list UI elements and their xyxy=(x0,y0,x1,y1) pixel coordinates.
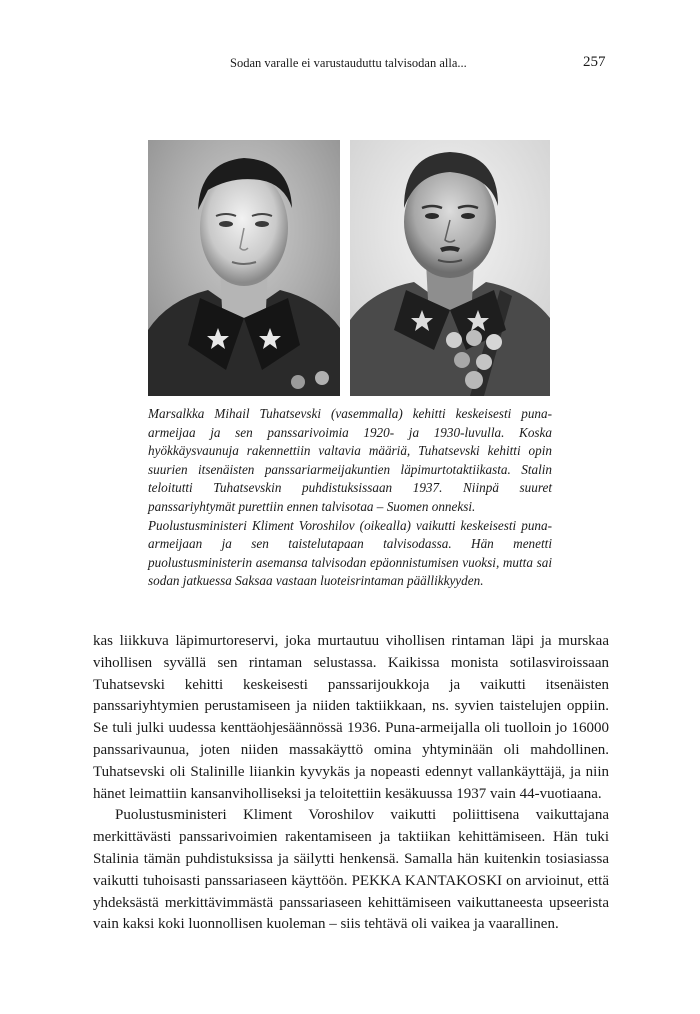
portrait-illustration-right xyxy=(350,140,550,396)
caption-paragraph-tuhatsevski: Marsalkka Mihail Tuhatsevski (vasemmalla) kehitti keskeisesti puna-armeijaa ja sen panssarivoimia 1920- ja 1930-luvulla. Koska hyökkäysvaunuja rakennettiin valtavia määriä, Tuhatsevski kehitti opin suurien itsenäisten panssariarmeijakuntien läpimurtotaktiikasta. Stalin teloitutti Tuhatsevskin puhdistuksissaan 1937. Niinpä suuret panssariyhtymät purettiin ennen talvisotaa – Suomen onneksi. xyxy=(148,406,552,514)
body-text xyxy=(93,631,609,936)
running-title: Sodan varalle ei varustauduttu talvisodan alla... xyxy=(230,56,467,70)
page-number: 257 xyxy=(583,54,606,70)
portrait-photo-voroshilov xyxy=(350,140,550,396)
portrait-illustration-left xyxy=(148,140,340,396)
body-paragraph-2: Puolustusministeri Kliment Voroshilov vaikutti poliittisena vaikuttajana merkittävästi panssarivoimien rakentamiseen ja taktiikan kehittämiseen. Hän tuki Stalinia tämän puhdistuksissa ja säilytti henkensä. Samalla hän kuitenkin tosiasiassa vaikutti tuhoisasti panssariaseen käyttöön. PEKKA KANTAKOSKI on arvioinut, että yhdeksästä merkittävimmästä panssariaseen kehittämiseen vaikuttaneesta upseerista vain kaksi koki luonnollisen kuoleman – siis tehtävä oli vaikea ja vaarallinen. xyxy=(93,807,609,933)
body-paragraph-1: kas liikkuva läpimurtoreservi, joka murtautuu vihollisen rintaman läpi ja murskaa vihollisen syvällä sen rintaman selustassa. Kaikissa monista sotilasviroissaan Tuhatsevski kehitti keskeisesti panssarijoukkoja ja vaikutti itsenäisten panssariyhtymien perustamiseen ja niiden taktiikkaan, ns. syvien taistelujen oppiin. Se tuli julki uudessa kenttäohjesäännössä 1936. Puna-armeijalla oli tuolloin jo 16000 panssarivaunua, joten niiden massakäyttö omina yhtyminään oli mahdollinen. Tuhatsevski oli Stalinille liiankin kyvykäs ja nopeasti edennyt vallankäyttäjä, ja niin hänet leimattiin kansanviholliseksi ja teloitettiin kesäkuussa 1937 vain 44-vuotiaana. xyxy=(93,633,609,802)
photo-caption xyxy=(148,405,552,591)
caption-paragraph-voroshilov: Puolustusministeri Kliment Voroshilov (oikealla) vaikutti keskeisesti puna-armeijaan ja sen taistelutapaan talvisodassa. Hän menetti puolustusministerin asemansa talvisodan epäonnistumisen vuoksi, mutta sai sodan jatkuessa Saksaa vastaan luoteisrintaman päällikkyyden. xyxy=(148,517,552,589)
page-header xyxy=(0,56,700,76)
portrait-photo-tuhatsevski xyxy=(148,140,340,396)
